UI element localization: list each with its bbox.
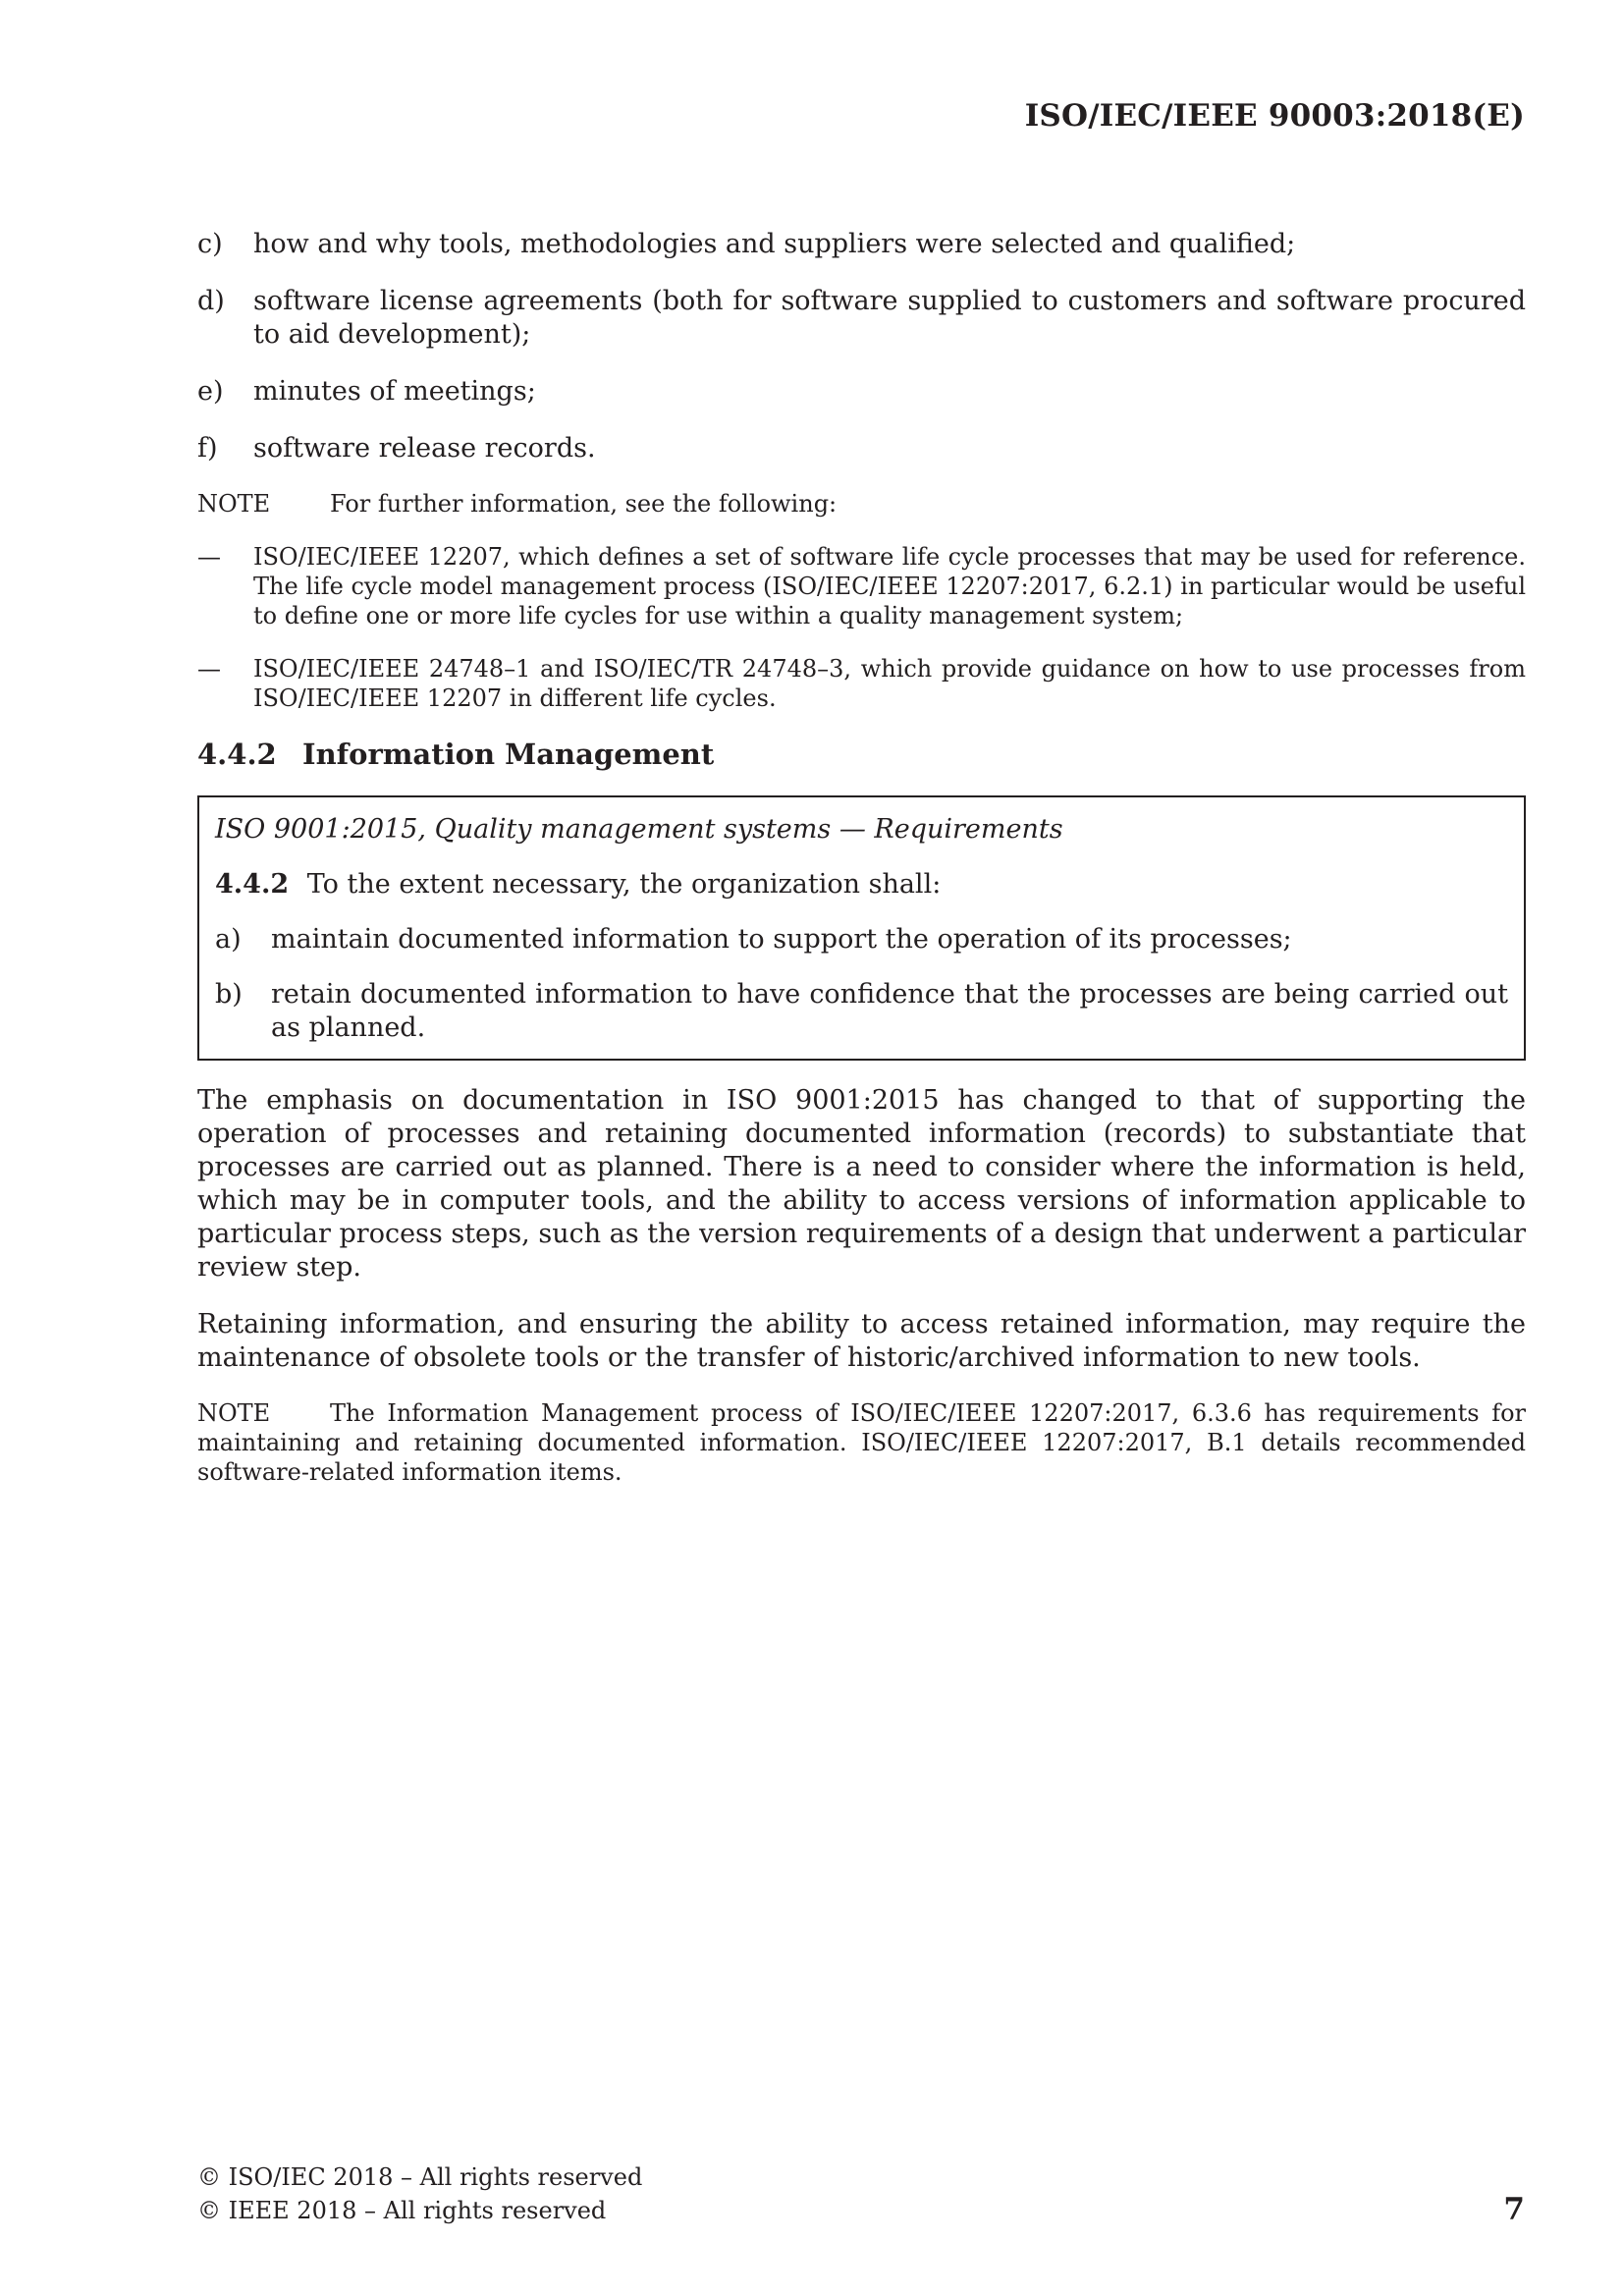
requirements-item-b: [215, 978, 1508, 1045]
list-marker: f): [197, 433, 218, 464]
list-item-e: [197, 375, 1526, 409]
note-information-management: [197, 1398, 1526, 1487]
requirements-box-title: ISO 9001:2015, Quality management systems — Requirements: [215, 814, 1063, 845]
dash-list-item: [197, 654, 1526, 713]
requirements-clause: [215, 868, 1508, 902]
page-number: 7: [1503, 2192, 1525, 2227]
requirements-clause-number: 4.4.2: [215, 869, 290, 900]
clause-heading: [197, 737, 1526, 772]
footer-copyright: [197, 2160, 642, 2227]
dash-item-text: ISO/IEC/IEEE 24748–1 and ISO/IEC/TR 24748–3, which provide guidance on how to use processes from ISO/IEC/IEEE 12207 in different life cycles.: [253, 655, 1526, 712]
note-label: NOTE: [197, 490, 271, 518]
list-item-text: how and why tools, methodologies and suppliers were selected and qualified;: [253, 229, 1296, 259]
list-item-text: minutes of meetings;: [253, 376, 536, 407]
document-id-header: ISO/IEC/IEEE 90003:2018(E): [1024, 98, 1525, 134]
note-text: The Information Management process of ISO/IEC/IEEE 12207:2017, 6.3.6 has requirements for maintaining and retaining documented information. ISO/IEC/IEEE 12207:2017, B.1 details recommended software-related information items.: [197, 1399, 1526, 1486]
dash-marker: —: [197, 543, 221, 571]
list-item-text: retain documented information to have confidence that the processes are being carried out as planned.: [271, 979, 1508, 1043]
requirements-item-a: [215, 923, 1508, 957]
body-paragraph: The emphasis on documentation in ISO 9001:2015 has changed to that of supporting the operation of processes and retaining documented information (records) to substantiate that processes are carried out as planned. There is a need to consider where the information is held, which may be in computer tools, and the ability to access versions of information applicable to particular process steps, such as the version requirements of a design that underwent a particular review step.: [197, 1085, 1526, 1283]
clause-title: Information Management: [302, 738, 715, 771]
note-further-information: [197, 489, 1526, 519]
page-content: [197, 228, 1526, 1487]
list-marker: d): [197, 286, 225, 316]
requirements-box: [197, 795, 1526, 1061]
list-marker: c): [197, 229, 223, 259]
list-item-d: [197, 285, 1526, 352]
body-paragraph: Retaining information, and ensuring the ability to access retained information, may require the maintenance of obsolete tools or the transfer of historic/archived information to new tools.: [197, 1309, 1526, 1373]
list-item-f: [197, 432, 1526, 465]
note-text: For further information, see the following:: [330, 490, 838, 518]
dash-item-text: ISO/IEC/IEEE 12207, which defines a set of software life cycle processes that may be used for reference. The life cycle model management process (ISO/IEC/IEEE 12207:2017, 6.2.1) in particular would be useful to define one or more life cycles for use within a quality management system;: [253, 543, 1526, 629]
list-marker: b): [215, 979, 243, 1010]
list-item-text: maintain documented information to support the operation of its processes;: [271, 924, 1292, 955]
requirements-clause-text: To the extent necessary, the organization shall:: [306, 869, 942, 900]
copyright-ieee: © IEEE 2018 – All rights reserved: [197, 2197, 607, 2224]
copyright-iso: © ISO/IEC 2018 – All rights reserved: [197, 2163, 643, 2191]
list-marker: e): [197, 376, 224, 407]
dash-marker: —: [197, 655, 221, 683]
list-item-text: software license agreements (both for software supplied to customers and software procured to aid development);: [253, 286, 1526, 350]
clause-number: 4.4.2: [197, 738, 277, 771]
note-label: NOTE: [197, 1399, 271, 1427]
list-item-text: software release records.: [253, 433, 596, 464]
dash-list-item: [197, 542, 1526, 630]
list-marker: a): [215, 924, 242, 955]
list-item-c: [197, 228, 1526, 261]
